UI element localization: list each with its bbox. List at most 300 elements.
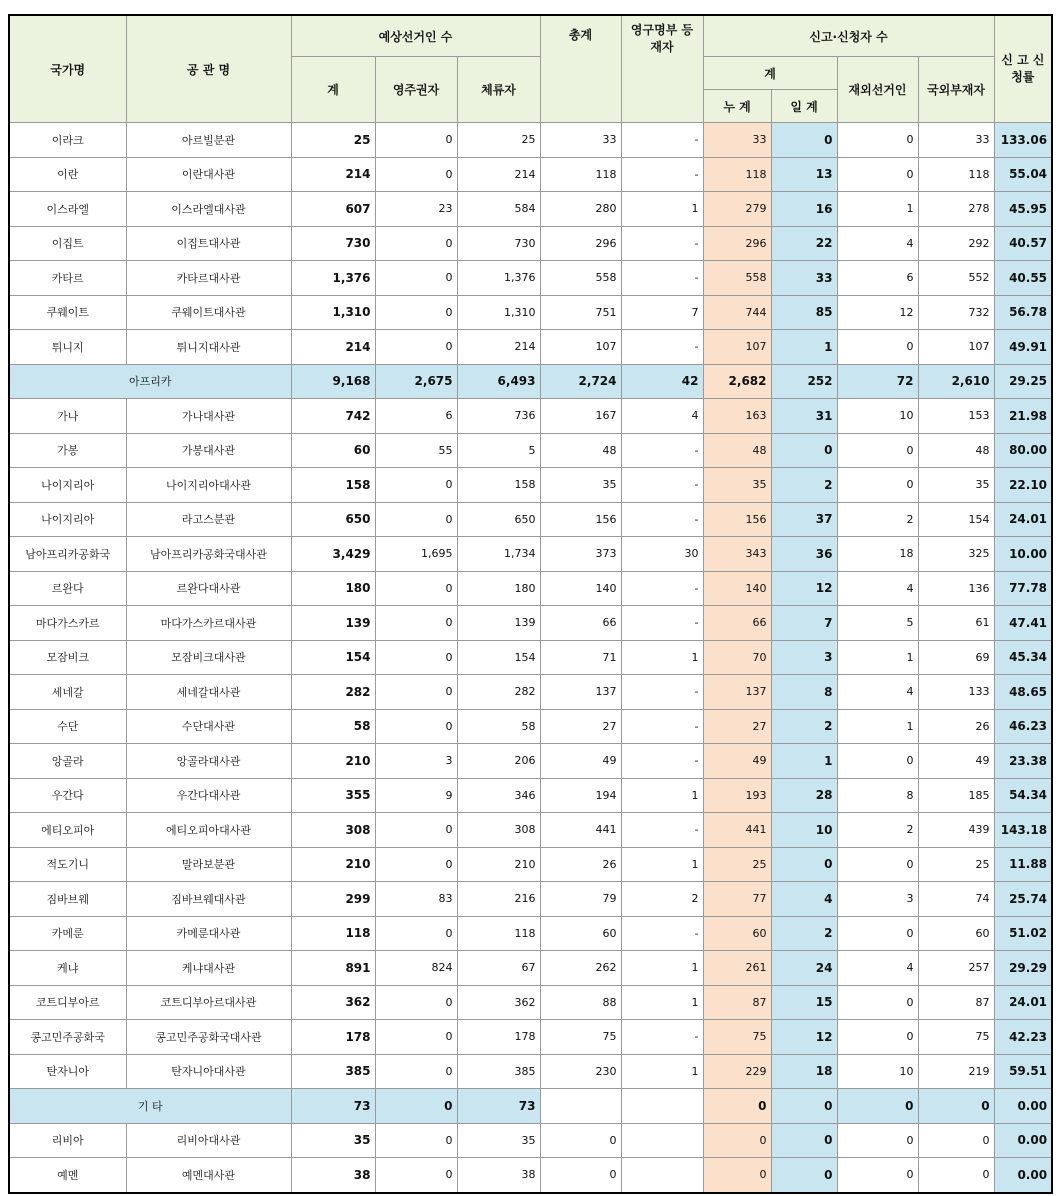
exp-total-cell: 891	[291, 951, 375, 986]
cum-cell: 27	[703, 709, 771, 744]
mission-cell: 이집트대사관	[126, 226, 291, 261]
table-row	[9, 433, 1052, 468]
country-cell: 콩고민주공화국	[9, 1020, 126, 1055]
mission-cell: 가봉대사관	[126, 433, 291, 468]
daily-cell: 18	[771, 1054, 837, 1089]
absentee-cell: 61	[918, 606, 994, 641]
rate-cell: 49.91	[994, 330, 1052, 365]
rate-cell: 133.06	[994, 123, 1052, 158]
exp-total-cell: 282	[291, 675, 375, 710]
mission-cell: 나이지리아대사관	[126, 468, 291, 503]
daily-cell: 33	[771, 261, 837, 296]
cum-cell: 343	[703, 537, 771, 572]
soj-cell: 650	[457, 502, 540, 537]
soj-cell: 214	[457, 330, 540, 365]
exp-total-cell: 299	[291, 882, 375, 917]
rate-cell: 0.00	[994, 1158, 1052, 1193]
perm-cell: 0	[375, 675, 457, 710]
cum-cell: 60	[703, 916, 771, 951]
daily-cell: 12	[771, 1020, 837, 1055]
daily-cell: 0	[771, 123, 837, 158]
voter-cell: 4	[837, 226, 918, 261]
soj-cell: 6,493	[457, 364, 540, 399]
cum-cell: 75	[703, 1020, 771, 1055]
perm-cell: 0	[375, 157, 457, 192]
perm-cell: 0	[375, 261, 457, 296]
country-cell: 에티오피아	[9, 813, 126, 848]
voter-cell: 0	[837, 468, 918, 503]
table-row	[9, 813, 1052, 848]
country-cell: 쿠웨이트	[9, 295, 126, 330]
table-group-row	[9, 1089, 1052, 1124]
country-cell: 예멘	[9, 1158, 126, 1193]
daily-cell: 10	[771, 813, 837, 848]
voter-cell: 4	[837, 675, 918, 710]
perm-cell: 0	[375, 502, 457, 537]
absentee-cell: 49	[918, 744, 994, 779]
voter-cell: 72	[837, 364, 918, 399]
cum-cell: 0	[703, 1158, 771, 1193]
country-cell: 이라크	[9, 123, 126, 158]
soj-cell: 154	[457, 640, 540, 675]
rate-cell: 45.95	[994, 192, 1052, 227]
rate-cell: 55.04	[994, 157, 1052, 192]
rate-cell: 29.29	[994, 951, 1052, 986]
perm-cell: 83	[375, 882, 457, 917]
grand-cell: 66	[540, 606, 621, 641]
absentee-cell: 26	[918, 709, 994, 744]
registry-cell: 1	[621, 778, 703, 813]
registry-cell: -	[621, 709, 703, 744]
header-expected-total: 계	[291, 57, 375, 123]
rate-cell: 48.65	[994, 675, 1052, 710]
registry-cell	[621, 1089, 703, 1124]
cum-cell: 296	[703, 226, 771, 261]
perm-cell: 1,695	[375, 537, 457, 572]
header-sojourner: 체류자	[457, 57, 540, 123]
grand-cell: 0	[540, 1158, 621, 1193]
soj-cell: 1,376	[457, 261, 540, 296]
header-daily: 일 계	[771, 90, 837, 123]
mission-cell: 코트디부아르대사관	[126, 985, 291, 1020]
cum-cell: 193	[703, 778, 771, 813]
table-header	[9, 15, 1052, 123]
rate-cell: 56.78	[994, 295, 1052, 330]
country-cell: 이스라엘	[9, 192, 126, 227]
table-row	[9, 916, 1052, 951]
rate-cell: 80.00	[994, 433, 1052, 468]
grand-cell: 558	[540, 261, 621, 296]
country-cell: 코트디부아르	[9, 985, 126, 1020]
soj-cell: 214	[457, 157, 540, 192]
header-reported-sum: 계	[703, 57, 837, 90]
perm-cell: 6	[375, 399, 457, 434]
registry-cell: -	[621, 226, 703, 261]
voter-cell: 8	[837, 778, 918, 813]
country-cell: 짐바브웨	[9, 882, 126, 917]
mission-cell: 케냐대사관	[126, 951, 291, 986]
voter-cell: 6	[837, 261, 918, 296]
cum-cell: 156	[703, 502, 771, 537]
rate-cell: 29.25	[994, 364, 1052, 399]
daily-cell: 0	[771, 1123, 837, 1158]
perm-cell: 0	[375, 226, 457, 261]
absentee-cell: 118	[918, 157, 994, 192]
registry-cell: -	[621, 157, 703, 192]
cum-cell: 33	[703, 123, 771, 158]
country-cell: 카타르	[9, 261, 126, 296]
registry-cell	[621, 1158, 703, 1193]
registry-cell: -	[621, 813, 703, 848]
voter-cell: 4	[837, 571, 918, 606]
grand-cell	[540, 1089, 621, 1124]
grand-cell: 230	[540, 1054, 621, 1089]
grand-cell: 262	[540, 951, 621, 986]
rate-cell: 59.51	[994, 1054, 1052, 1089]
country-cell: 가봉	[9, 433, 126, 468]
perm-cell: 9	[375, 778, 457, 813]
mission-cell: 르완다대사관	[126, 571, 291, 606]
voter-cell: 10	[837, 399, 918, 434]
absentee-cell: 552	[918, 261, 994, 296]
exp-total-cell: 9,168	[291, 364, 375, 399]
country-cell: 이집트	[9, 226, 126, 261]
perm-cell: 3	[375, 744, 457, 779]
perm-cell: 0	[375, 468, 457, 503]
absentee-cell: 154	[918, 502, 994, 537]
country-cell: 르완다	[9, 571, 126, 606]
registry-cell: 7	[621, 295, 703, 330]
registry-cell: -	[621, 916, 703, 951]
perm-cell: 0	[375, 985, 457, 1020]
daily-cell: 12	[771, 571, 837, 606]
table-row	[9, 606, 1052, 641]
exp-total-cell: 180	[291, 571, 375, 606]
grand-cell: 118	[540, 157, 621, 192]
registry-cell: 1	[621, 192, 703, 227]
country-cell: 우간다	[9, 778, 126, 813]
rate-cell: 25.74	[994, 882, 1052, 917]
exp-total-cell: 742	[291, 399, 375, 434]
table-row	[9, 537, 1052, 572]
mission-cell: 남아프리카공화국대사관	[126, 537, 291, 572]
mission-cell: 앙골라대사관	[126, 744, 291, 779]
header-grand-total: 총계	[540, 15, 621, 123]
table-row	[9, 709, 1052, 744]
exp-total-cell: 607	[291, 192, 375, 227]
cum-cell: 70	[703, 640, 771, 675]
table-row	[9, 675, 1052, 710]
exp-total-cell: 3,429	[291, 537, 375, 572]
absentee-cell: 0	[918, 1089, 994, 1124]
mission-cell: 가나대사관	[126, 399, 291, 434]
soj-cell: 38	[457, 1158, 540, 1193]
absentee-cell: 219	[918, 1054, 994, 1089]
grand-cell: 49	[540, 744, 621, 779]
perm-cell: 0	[375, 709, 457, 744]
perm-cell: 0	[375, 1054, 457, 1089]
rate-cell: 11.88	[994, 847, 1052, 882]
daily-cell: 4	[771, 882, 837, 917]
daily-cell: 2	[771, 916, 837, 951]
daily-cell: 0	[771, 1158, 837, 1193]
country-cell: 모잠비크	[9, 640, 126, 675]
absentee-cell: 325	[918, 537, 994, 572]
country-cell: 나이지리아	[9, 502, 126, 537]
absentee-cell: 35	[918, 468, 994, 503]
header-overseas-voter: 재외선거인	[837, 57, 918, 123]
exp-total-cell: 355	[291, 778, 375, 813]
rate-cell: 23.38	[994, 744, 1052, 779]
perm-cell: 0	[375, 295, 457, 330]
table-row	[9, 882, 1052, 917]
mission-cell: 에티오피아대사관	[126, 813, 291, 848]
registry-cell: 1	[621, 640, 703, 675]
rate-cell: 24.01	[994, 985, 1052, 1020]
table-row	[9, 1158, 1052, 1193]
voter-cell: 0	[837, 123, 918, 158]
grand-cell: 48	[540, 433, 621, 468]
voter-cell: 0	[837, 157, 918, 192]
registry-cell: -	[621, 433, 703, 468]
daily-cell: 22	[771, 226, 837, 261]
rate-cell: 51.02	[994, 916, 1052, 951]
perm-cell: 0	[375, 606, 457, 641]
country-cell: 남아프리카공화국	[9, 537, 126, 572]
voter-cell: 0	[837, 744, 918, 779]
daily-cell: 8	[771, 675, 837, 710]
table-row	[9, 640, 1052, 675]
absentee-cell: 732	[918, 295, 994, 330]
exp-total-cell: 730	[291, 226, 375, 261]
exp-total-cell: 362	[291, 985, 375, 1020]
header-expected: 예상선거인 수	[291, 15, 540, 57]
voter-cell: 1	[837, 709, 918, 744]
daily-cell: 0	[771, 433, 837, 468]
voter-cell: 0	[837, 1158, 918, 1193]
cum-cell: 25	[703, 847, 771, 882]
exp-total-cell: 214	[291, 157, 375, 192]
registry-cell: 2	[621, 882, 703, 917]
absentee-cell: 133	[918, 675, 994, 710]
rate-cell: 45.34	[994, 640, 1052, 675]
mission-cell: 리비아대사관	[126, 1123, 291, 1158]
soj-cell: 584	[457, 192, 540, 227]
voter-cell: 1	[837, 640, 918, 675]
soj-cell: 178	[457, 1020, 540, 1055]
grand-cell: 71	[540, 640, 621, 675]
grand-cell: 88	[540, 985, 621, 1020]
absentee-cell: 185	[918, 778, 994, 813]
absentee-cell: 33	[918, 123, 994, 158]
header-reported: 신고·신청자 수	[703, 15, 994, 57]
grand-cell: 137	[540, 675, 621, 710]
mission-cell: 말라보분관	[126, 847, 291, 882]
mission-cell: 라고스분관	[126, 502, 291, 537]
daily-cell: 252	[771, 364, 837, 399]
registry-cell: -	[621, 675, 703, 710]
mission-cell: 짐바브웨대사관	[126, 882, 291, 917]
exp-total-cell: 154	[291, 640, 375, 675]
rate-cell: 40.57	[994, 226, 1052, 261]
registry-cell: -	[621, 330, 703, 365]
soj-cell: 216	[457, 882, 540, 917]
registry-cell: 1	[621, 951, 703, 986]
exp-total-cell: 210	[291, 847, 375, 882]
exp-total-cell: 58	[291, 709, 375, 744]
daily-cell: 15	[771, 985, 837, 1020]
absentee-cell: 107	[918, 330, 994, 365]
rate-cell: 46.23	[994, 709, 1052, 744]
daily-cell: 36	[771, 537, 837, 572]
cum-cell: 279	[703, 192, 771, 227]
header-permanent: 영주권자	[375, 57, 457, 123]
cum-cell: 140	[703, 571, 771, 606]
table-row	[9, 502, 1052, 537]
grand-cell: 751	[540, 295, 621, 330]
country-cell: 세네갈	[9, 675, 126, 710]
cum-cell: 2,682	[703, 364, 771, 399]
exp-total-cell: 308	[291, 813, 375, 848]
registry-cell: 1	[621, 847, 703, 882]
voter-cell: 0	[837, 916, 918, 951]
daily-cell: 0	[771, 1089, 837, 1124]
mission-cell: 세네갈대사관	[126, 675, 291, 710]
soj-cell: 206	[457, 744, 540, 779]
cum-cell: 441	[703, 813, 771, 848]
daily-cell: 85	[771, 295, 837, 330]
country-cell: 앙골라	[9, 744, 126, 779]
grand-cell: 75	[540, 1020, 621, 1055]
mission-cell: 튀니지대사관	[126, 330, 291, 365]
voter-cell: 3	[837, 882, 918, 917]
daily-cell: 31	[771, 399, 837, 434]
mission-cell: 우간다대사관	[126, 778, 291, 813]
perm-cell: 0	[375, 1123, 457, 1158]
absentee-cell: 0	[918, 1158, 994, 1193]
voter-cell: 18	[837, 537, 918, 572]
cum-cell: 49	[703, 744, 771, 779]
grand-cell: 156	[540, 502, 621, 537]
header-mission: 공 관 명	[126, 15, 291, 123]
registry-cell: 1	[621, 985, 703, 1020]
table-row	[9, 744, 1052, 779]
cum-cell: 66	[703, 606, 771, 641]
voter-cell: 12	[837, 295, 918, 330]
exp-total-cell: 210	[291, 744, 375, 779]
table-row	[9, 261, 1052, 296]
absentee-cell: 75	[918, 1020, 994, 1055]
absentee-cell: 74	[918, 882, 994, 917]
perm-cell: 0	[375, 813, 457, 848]
daily-cell: 3	[771, 640, 837, 675]
daily-cell: 28	[771, 778, 837, 813]
country-cell: 수단	[9, 709, 126, 744]
absentee-cell: 136	[918, 571, 994, 606]
registry-cell	[621, 1123, 703, 1158]
country-cell: 가나	[9, 399, 126, 434]
table-row	[9, 192, 1052, 227]
soj-cell: 210	[457, 847, 540, 882]
mission-cell: 마다가스카르대사관	[126, 606, 291, 641]
header-rate: 신 고 신청률	[994, 15, 1052, 123]
voter-cell: 0	[837, 1089, 918, 1124]
grand-cell: 79	[540, 882, 621, 917]
mission-cell: 탄자니아대사관	[126, 1054, 291, 1089]
grand-cell: 441	[540, 813, 621, 848]
rate-cell: 0.00	[994, 1123, 1052, 1158]
country-cell: 리비아	[9, 1123, 126, 1158]
grand-cell: 280	[540, 192, 621, 227]
exp-total-cell: 214	[291, 330, 375, 365]
mission-cell: 카타르대사관	[126, 261, 291, 296]
perm-cell: 0	[375, 916, 457, 951]
exp-total-cell: 25	[291, 123, 375, 158]
absentee-cell: 48	[918, 433, 994, 468]
cum-cell: 77	[703, 882, 771, 917]
country-cell: 이란	[9, 157, 126, 192]
rate-cell: 21.98	[994, 399, 1052, 434]
perm-cell: 0	[375, 330, 457, 365]
soj-cell: 362	[457, 985, 540, 1020]
soj-cell: 35	[457, 1123, 540, 1158]
header-perm-registry: 영구명부 등재자	[621, 15, 703, 123]
registry-cell: -	[621, 123, 703, 158]
table-row	[9, 1020, 1052, 1055]
cum-cell: 229	[703, 1054, 771, 1089]
table-row	[9, 226, 1052, 261]
voter-cell: 4	[837, 951, 918, 986]
group-label: 아프리카	[9, 364, 291, 399]
mission-cell: 수단대사관	[126, 709, 291, 744]
daily-cell: 16	[771, 192, 837, 227]
mission-cell: 쿠웨이트대사관	[126, 295, 291, 330]
soj-cell: 385	[457, 1054, 540, 1089]
country-cell: 나이지리아	[9, 468, 126, 503]
voter-registration-table	[8, 14, 1053, 1194]
registry-cell: -	[621, 606, 703, 641]
perm-cell: 2,675	[375, 364, 457, 399]
rate-cell: 24.01	[994, 502, 1052, 537]
grand-cell: 167	[540, 399, 621, 434]
table-row	[9, 123, 1052, 158]
absentee-cell: 69	[918, 640, 994, 675]
table-wrapper	[8, 14, 1051, 1194]
exp-total-cell: 35	[291, 1123, 375, 1158]
soj-cell: 139	[457, 606, 540, 641]
absentee-cell: 2,610	[918, 364, 994, 399]
table-row	[9, 399, 1052, 434]
table-row	[9, 1123, 1052, 1158]
absentee-cell: 0	[918, 1123, 994, 1158]
daily-cell: 2	[771, 468, 837, 503]
group-label: 기 타	[9, 1089, 291, 1124]
daily-cell: 7	[771, 606, 837, 641]
grand-cell: 0	[540, 1123, 621, 1158]
mission-cell: 이스라엘대사관	[126, 192, 291, 227]
country-cell: 적도기니	[9, 847, 126, 882]
rate-cell: 42.23	[994, 1020, 1052, 1055]
rate-cell: 40.55	[994, 261, 1052, 296]
soj-cell: 730	[457, 226, 540, 261]
absentee-cell: 278	[918, 192, 994, 227]
cum-cell: 0	[703, 1089, 771, 1124]
mission-cell: 카메룬대사관	[126, 916, 291, 951]
table-row	[9, 330, 1052, 365]
absentee-cell: 153	[918, 399, 994, 434]
daily-cell: 13	[771, 157, 837, 192]
registry-cell: 4	[621, 399, 703, 434]
